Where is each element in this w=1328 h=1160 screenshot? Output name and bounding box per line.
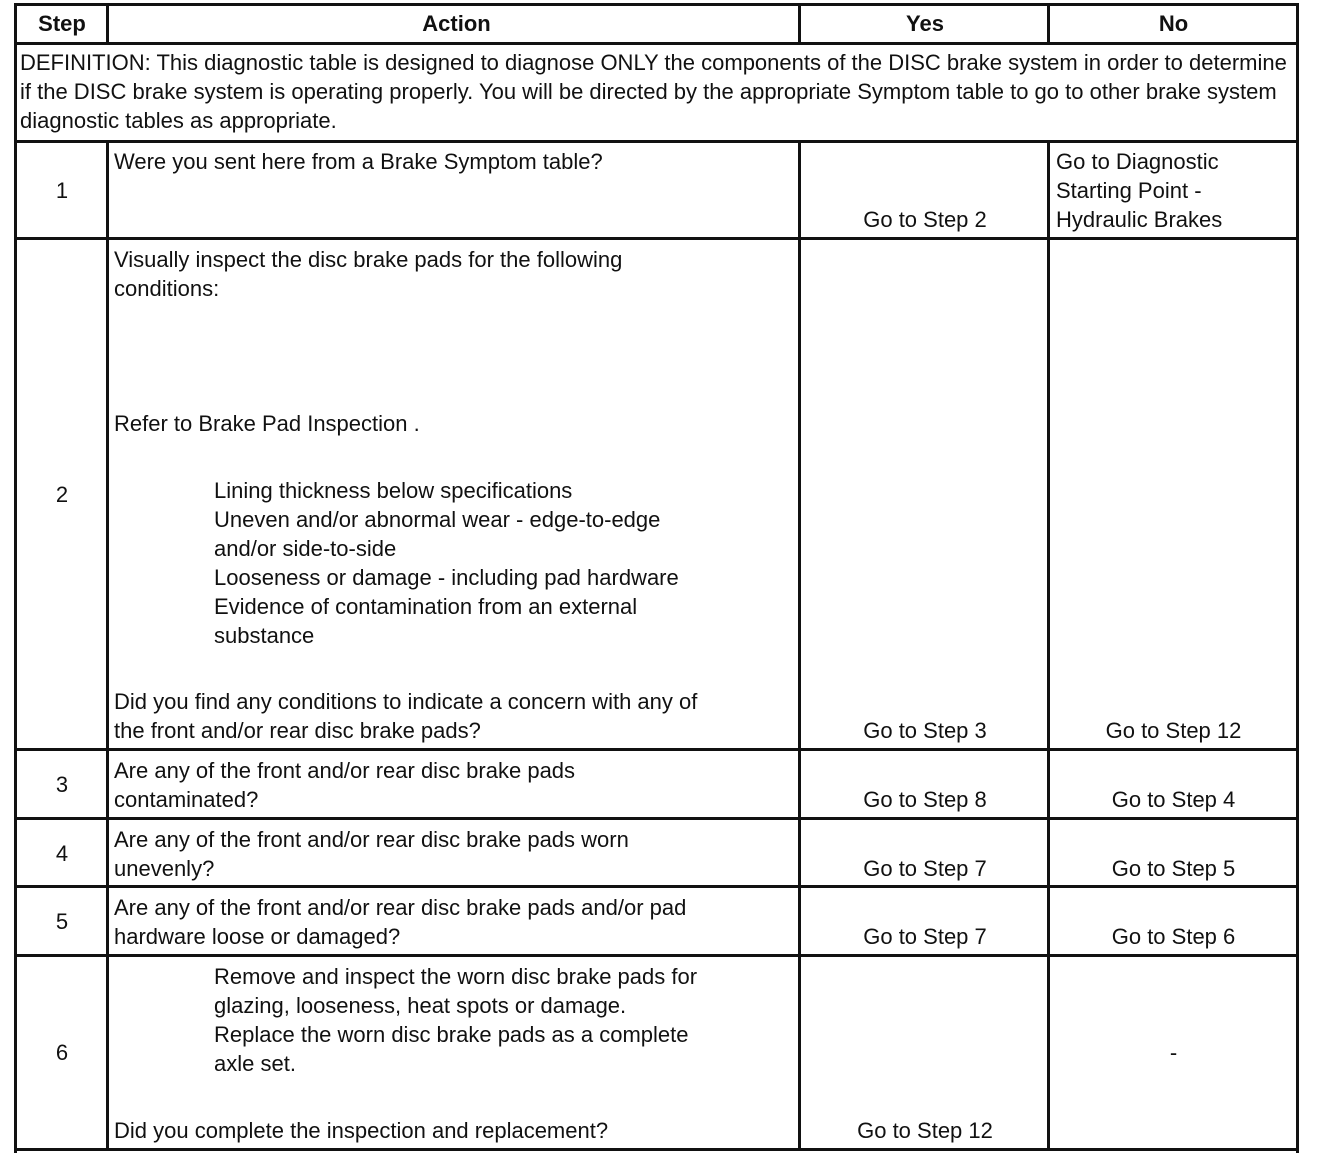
header-row	[14, 3, 1299, 42]
no-result-line: Go to Diagnostic	[1056, 149, 1219, 174]
header-no: No	[1158, 11, 1189, 36]
condition-item: Uneven and/or abnormal wear - edge-to-edge	[214, 507, 661, 532]
action-line: conditions:	[114, 276, 220, 301]
no-result	[1051, 147, 1296, 234]
action-line: Did you find any conditions to indicate a concern with any of	[114, 689, 698, 714]
condition-item: and/or side-to-side	[214, 536, 397, 561]
action-question	[111, 893, 799, 951]
no-result: Go to Step 12	[1105, 718, 1242, 743]
action-question: Were you sent here from a Brake Symptom table?	[114, 149, 603, 174]
condition-list	[111, 476, 799, 650]
condition-item: Lining thickness below specifications	[214, 478, 573, 503]
table-row	[14, 751, 1299, 817]
action-line: the front and/or rear disc brake pads?	[114, 718, 481, 743]
no-result-line: Hydraulic Brakes	[1056, 207, 1223, 232]
no-result: Go to Step 4	[1111, 787, 1236, 812]
step-number: 6	[55, 1040, 69, 1065]
step-number: 5	[55, 909, 69, 934]
step-number: 1	[55, 178, 69, 203]
yes-result: Go to Step 3	[863, 718, 987, 743]
no-result: Go to Step 6	[1111, 924, 1236, 949]
action-question	[111, 825, 799, 883]
header-step: Step	[38, 11, 86, 36]
action-question	[111, 687, 799, 745]
no-result: Go to Step 5	[1111, 856, 1236, 881]
action-line: Replace the worn disc brake pads as a complete	[214, 1022, 689, 1047]
action-line: Are any of the front and/or rear disc brake pads worn	[114, 827, 629, 852]
definition-row	[14, 45, 1299, 140]
definition-text: DEFINITION: This diagnostic table is designed to diagnose ONLY the components of the DISC brake system in order to determine if the DISC brake system is operating properly. You will be directed by the appropriate Symptom table to go to other brake system diagnostic tables as appropriate.	[20, 50, 1287, 133]
action-steps	[111, 962, 799, 1078]
no-result-line: Starting Point -	[1056, 178, 1202, 203]
header-action: Action	[422, 11, 491, 36]
condition-item: Looseness or damage - including pad hardware	[214, 565, 679, 590]
action-line: Are any of the front and/or rear disc brake pads	[114, 758, 576, 783]
column-divider	[1047, 240, 1050, 748]
action-line: Are any of the front and/or rear disc brake pads and/or pad	[114, 895, 687, 920]
rule	[14, 1148, 1299, 1151]
yes-result: Go to Step 7	[863, 924, 987, 949]
action-line: Visually inspect the disc brake pads for the following	[114, 247, 623, 272]
yes-result: Go to Step 7	[863, 856, 987, 881]
header-yes: Yes	[906, 11, 944, 36]
condition-item: substance	[214, 623, 315, 648]
table-row	[14, 888, 1299, 954]
action-intro	[111, 245, 799, 303]
step-number: 2	[55, 482, 69, 507]
table-row	[14, 240, 1299, 748]
table-row	[14, 957, 1299, 1148]
no-result: -	[1169, 1040, 1178, 1065]
action-line: Remove and inspect the worn disc brake pads for	[214, 964, 698, 989]
step-number: 4	[55, 841, 69, 866]
action-line: hardware loose or damaged?	[114, 924, 401, 949]
action-line: unevenly?	[114, 856, 215, 881]
action-line: axle set.	[214, 1051, 296, 1076]
action-question: Did you complete the inspection and replacement?	[114, 1118, 609, 1143]
action-line: glazing, looseness, heat spots or damage.	[214, 993, 627, 1018]
table-row	[14, 143, 1299, 237]
yes-result: Go to Step 2	[863, 207, 987, 232]
action-line: contaminated?	[114, 787, 259, 812]
condition-item: Evidence of contamination from an external	[214, 594, 638, 619]
yes-result: Go to Step 12	[857, 1118, 993, 1143]
action-refer: Refer to Brake Pad Inspection .	[114, 411, 420, 436]
yes-result: Go to Step 8	[863, 787, 987, 812]
table-row	[14, 820, 1299, 885]
step-number: 3	[55, 772, 69, 797]
action-question	[111, 756, 799, 814]
